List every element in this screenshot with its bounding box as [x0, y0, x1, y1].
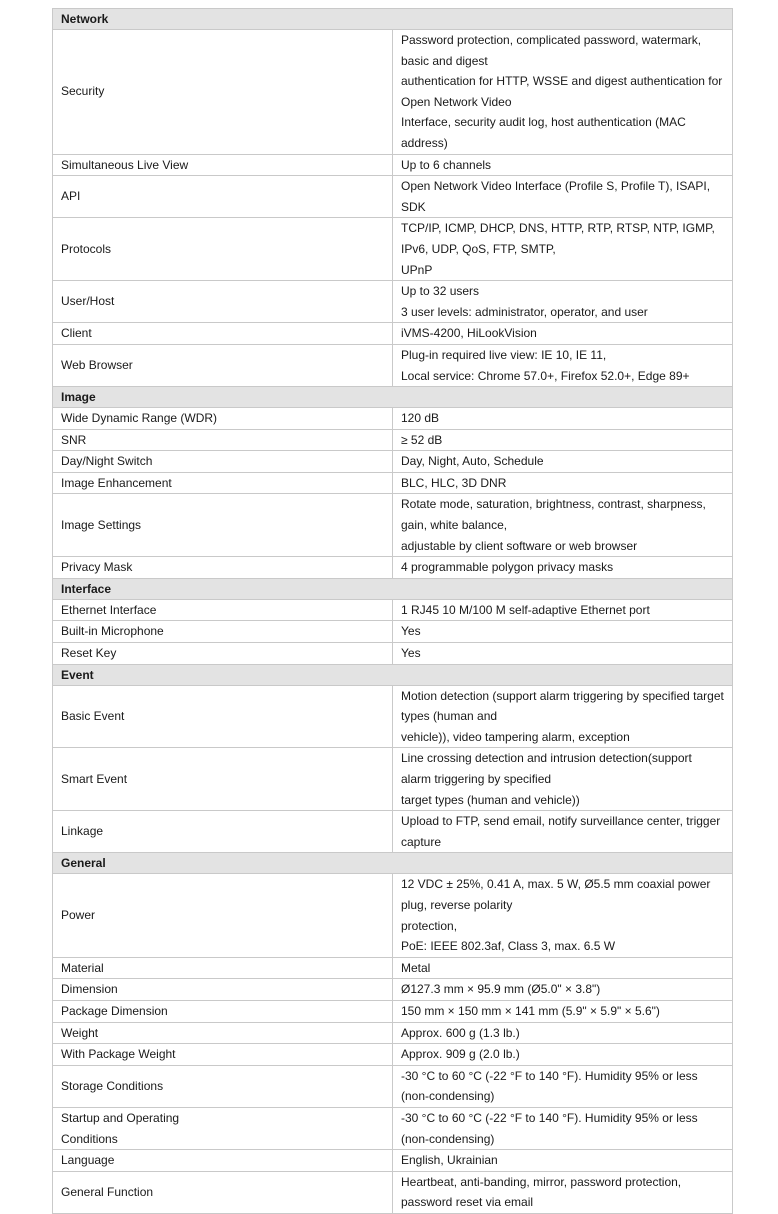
spec-value-line: Line crossing detection and intrusion detection(support alarm triggering by specified [401, 751, 692, 786]
spec-value-line: vehicle)), video tampering alarm, exception [401, 729, 630, 744]
spec-label: General Function [53, 1171, 393, 1213]
spec-value [393, 1044, 733, 1066]
spec-value-line: 120 dB [401, 411, 440, 426]
spec-label: Smart Event [53, 748, 393, 811]
spec-label: Package Dimension [53, 1000, 393, 1022]
section-header-image [53, 387, 733, 408]
spec-value-line: adjustable by client software or web browser [401, 538, 638, 553]
section-title: General [53, 853, 733, 874]
spec-value [393, 494, 733, 557]
spec-row-power [53, 874, 733, 957]
spec-value-line: 12 VDC ± 25%, 0.41 A, max. 5 W, Ø5.5 mm coaxial power plug, reverse polarity [401, 877, 711, 912]
spec-value [393, 748, 733, 811]
spec-value [393, 154, 733, 176]
spec-row-user-host [53, 281, 733, 323]
spec-label: Reset Key [53, 643, 393, 665]
spec-value [393, 643, 733, 665]
spec-row-material [53, 957, 733, 979]
spec-value-line: ≥ 52 dB [401, 432, 443, 447]
spec-label: Simultaneous Live View [53, 154, 393, 176]
spec-row-dimension [53, 979, 733, 1001]
spec-value-line: Rotate mode, saturation, brightness, contrast, sharpness, gain, white balance, [401, 497, 706, 533]
spec-value [393, 874, 733, 957]
spec-label: Day/Night Switch [53, 451, 393, 473]
spec-row-ethernet-interface [53, 599, 733, 621]
spec-value [393, 472, 733, 494]
spec-value-line: target types (human and vehicle)) [401, 792, 580, 807]
section-header-event [53, 664, 733, 685]
spec-label-line: Conditions [61, 1131, 118, 1146]
spec-label [53, 1107, 393, 1149]
spec-label: Power [53, 874, 393, 957]
spec-row-storage-conditions [53, 1065, 733, 1107]
spec-label: With Package Weight [53, 1044, 393, 1066]
spec-label: Ethernet Interface [53, 599, 393, 621]
spec-value-line: Open Network Video Interface (Profile S, Profile T), ISAPI, SDK [401, 179, 711, 214]
spec-value-line: Motion detection (support alarm triggering by specified target types (human and [401, 688, 724, 724]
spec-value-line: -30 °C to 60 °C (-22 °F to 140 °F). Humidity 95% or less (non-condensing) [401, 1068, 698, 1104]
spec-value [393, 557, 733, 579]
spec-value [393, 979, 733, 1001]
spec-label: Linkage [53, 811, 393, 853]
spec-label: SNR [53, 429, 393, 451]
spec-value [393, 281, 733, 323]
spec-row-with-package-weight [53, 1044, 733, 1066]
spec-label: Built-in Microphone [53, 621, 393, 643]
spec-label: Wide Dynamic Range (WDR) [53, 408, 393, 430]
spec-value [393, 1171, 733, 1213]
spec-value-line: BLC, HLC, 3D DNR [401, 475, 507, 490]
spec-label: Security [53, 30, 393, 155]
spec-row-basic-event [53, 685, 733, 748]
spec-value-line: English, Ukrainian [401, 1153, 498, 1168]
spec-row-startup-and-operating-conditions [53, 1107, 733, 1149]
spec-row-security [53, 30, 733, 155]
spec-value-line: 150 mm × 150 mm × 141 mm (5.9" × 5.9" × 5.6") [401, 1003, 660, 1018]
spec-value-line: 1 RJ45 10 M/100 M self-adaptive Ethernet port [401, 602, 650, 617]
spec-value-line: Approx. 600 g (1.3 lb.) [401, 1025, 520, 1040]
spec-value [393, 599, 733, 621]
spec-value-line: 4 programmable polygon privacy masks [401, 560, 614, 575]
section-header-general [53, 853, 733, 874]
spec-value [393, 1000, 733, 1022]
spec-row-wide-dynamic-range-wdr [53, 408, 733, 430]
spec-value-line: Day, Night, Auto, Schedule [401, 454, 544, 469]
spec-row-snr [53, 429, 733, 451]
spec-value [393, 1022, 733, 1044]
spec-label: Dimension [53, 979, 393, 1001]
spec-label: API [53, 176, 393, 218]
section-title: Interface [53, 578, 733, 599]
spec-value-line: Metal [401, 960, 431, 975]
spec-value-line: Interface, security audit log, host authentication (MAC address) [401, 115, 686, 150]
spec-value [393, 344, 733, 386]
spec-row-image-enhancement [53, 472, 733, 494]
spec-value [393, 176, 733, 218]
spec-value [393, 811, 733, 853]
spec-label: Basic Event [53, 685, 393, 748]
spec-row-api [53, 176, 733, 218]
spec-row-general-function [53, 1171, 733, 1213]
spec-row-protocols [53, 218, 733, 281]
section-header-network [53, 9, 733, 30]
section-title: Image [53, 387, 733, 408]
specification-table [52, 8, 733, 1214]
spec-value-line: Plug-in required live view: IE 10, IE 11, [401, 347, 607, 362]
spec-value-line: UPnP [401, 262, 433, 277]
spec-value-line: Approx. 909 g (2.0 lb.) [401, 1047, 520, 1062]
spec-label: Image Enhancement [53, 472, 393, 494]
spec-value [393, 1065, 733, 1107]
spec-value-line: Local service: Chrome 57.0+, Firefox 52.0+, Edge 89+ [401, 368, 690, 383]
spec-label: Web Browser [53, 344, 393, 386]
spec-row-day-night-switch [53, 451, 733, 473]
spec-row-language [53, 1150, 733, 1172]
section-title: Network [53, 9, 733, 30]
spec-value-line: PoE: IEEE 802.3af, Class 3, max. 6.5 W [401, 939, 616, 954]
spec-row-simultaneous-live-view [53, 154, 733, 176]
spec-value [393, 957, 733, 979]
section-title: Event [53, 664, 733, 685]
spec-label: Client [53, 323, 393, 345]
spec-value-line: Heartbeat, anti-banding, mirror, password protection, password reset via email [401, 1174, 682, 1210]
spec-value [393, 621, 733, 643]
spec-row-built-in-microphone [53, 621, 733, 643]
spec-value-line: protection, [401, 918, 458, 933]
spec-value-line: TCP/IP, ICMP, DHCP, DNS, HTTP, RTP, RTSP, NTP, IGMP, IPv6, UDP, QoS, FTP, SMTP, [401, 221, 715, 256]
spec-label: Weight [53, 1022, 393, 1044]
spec-value-line: 3 user levels: administrator, operator, and user [401, 304, 648, 319]
spec-label: Material [53, 957, 393, 979]
spec-value [393, 30, 733, 155]
spec-row-web-browser [53, 344, 733, 386]
spec-value-line: Ø127.3 mm × 95.9 mm (Ø5.0" × 3.8") [401, 982, 601, 997]
spec-value [393, 685, 733, 748]
spec-value-line: Yes [401, 646, 421, 661]
spec-value-line: Yes [401, 624, 421, 639]
spec-value [393, 218, 733, 281]
spec-value [393, 451, 733, 473]
spec-label-line: Startup and Operating [61, 1110, 180, 1125]
spec-value [393, 1107, 733, 1149]
spec-label: Image Settings [53, 494, 393, 557]
spec-value [393, 1150, 733, 1172]
spec-label: Protocols [53, 218, 393, 281]
spec-value-line: Up to 6 channels [401, 157, 492, 172]
spec-value-line: Upload to FTP, send email, notify surveillance center, trigger capture [401, 814, 721, 849]
spec-value [393, 408, 733, 430]
spec-row-linkage [53, 811, 733, 853]
spec-row-weight [53, 1022, 733, 1044]
section-header-interface [53, 578, 733, 599]
spec-value-line: Password protection, complicated password, watermark, basic and digest [401, 33, 702, 68]
spec-value-line: authentication for HTTP, WSSE and digest authentication for Open Network Video [401, 74, 723, 109]
spec-label: User/Host [53, 281, 393, 323]
spec-row-package-dimension [53, 1000, 733, 1022]
spec-value-line: -30 °C to 60 °C (-22 °F to 140 °F). Humidity 95% or less (non-condensing) [401, 1110, 698, 1146]
spec-label: Language [53, 1150, 393, 1172]
spec-label: Storage Conditions [53, 1065, 393, 1107]
specification-table-body [53, 9, 733, 1214]
spec-value [393, 323, 733, 345]
spec-row-image-settings [53, 494, 733, 557]
spec-label: Privacy Mask [53, 557, 393, 579]
spec-value-line: iVMS-4200, HiLookVision [401, 326, 537, 341]
spec-row-reset-key [53, 643, 733, 665]
spec-row-smart-event [53, 748, 733, 811]
spec-row-privacy-mask [53, 557, 733, 579]
spec-value [393, 429, 733, 451]
spec-value-line: Up to 32 users [401, 284, 480, 299]
spec-row-client [53, 323, 733, 345]
